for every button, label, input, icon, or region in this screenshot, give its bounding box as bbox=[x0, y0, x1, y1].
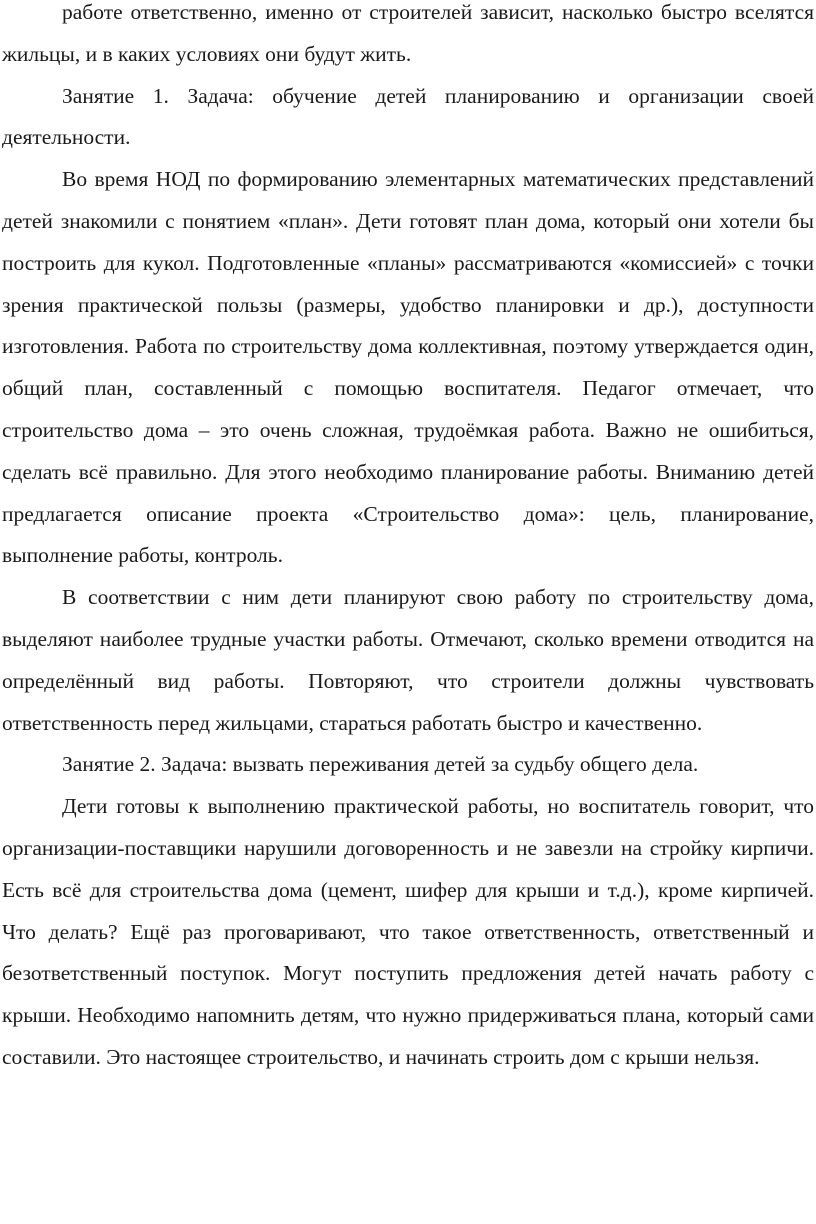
paragraph-lesson-2-task: Занятие 2. Задача: вызвать переживания детей за судьбу общего дела. bbox=[62, 752, 699, 777]
paragraph-planning-work: В соответствии с ним дети планируют свою работу по строительству дома, выделяют наиболее трудные участки работы. Отмечают, сколько времени отводится на определённый вид работы. Повторяют, что строители должны чувствовать ответственность перед жильцами, стараться работать быстро и качественно. bbox=[2, 585, 814, 735]
paragraph-responsibility-continuation: работе ответственно, именно от строителей зависит, насколько быстро вселятся жильцы, и в каких условиях они будут жить. bbox=[2, 0, 814, 66]
paragraph-house-plan: Во время НОД по формированию элементарных математических представлений детей знакомили с понятием «план». Дети готовят план дома, который они хотели бы построить для кукол. Подготовленные «планы» рассматриваются «комиссией» с точки зрения практической пользы (размеры, удобство планировки и др.), доступности изготовления. Работа по строительству дома коллективная, поэтому утверждается один, общий план, составленный с помощью воспитателя. Педагог отмечает, что строительство дома – это очень сложная, трудоёмкая работа. Важно не ошибиться, сделать всё правильно. Для этого необходимо планирование работы. Вниманию детей предлагается описание проекта «Строительство дома»: цель, планирование, выполнение работы, контроль. bbox=[2, 167, 814, 568]
paragraph-bricks-problem: Дети готовы к выполнению практической работы, но воспитатель говорит, что организации-поставщики нарушили договоренность и не завезли на стройку кирпичи. Есть всё для строительства дома (цемент, шифер для крыши и т.д.), кроме кирпичей. Что делать? Ещё раз проговаривают, что такое ответственность, ответственный и безответственный поступок. Могут поступить предложения детей начать работу с крыши. Необходимо напомнить детям, что нужно придерживаться плана, который сами составили. Это настоящее строительство, и начинать строить дом с крыши нельзя. bbox=[2, 794, 814, 1069]
paragraph-lesson-1-task: Занятие 1. Задача: обучение детей планированию и организации своей деятельности. bbox=[2, 83, 814, 150]
